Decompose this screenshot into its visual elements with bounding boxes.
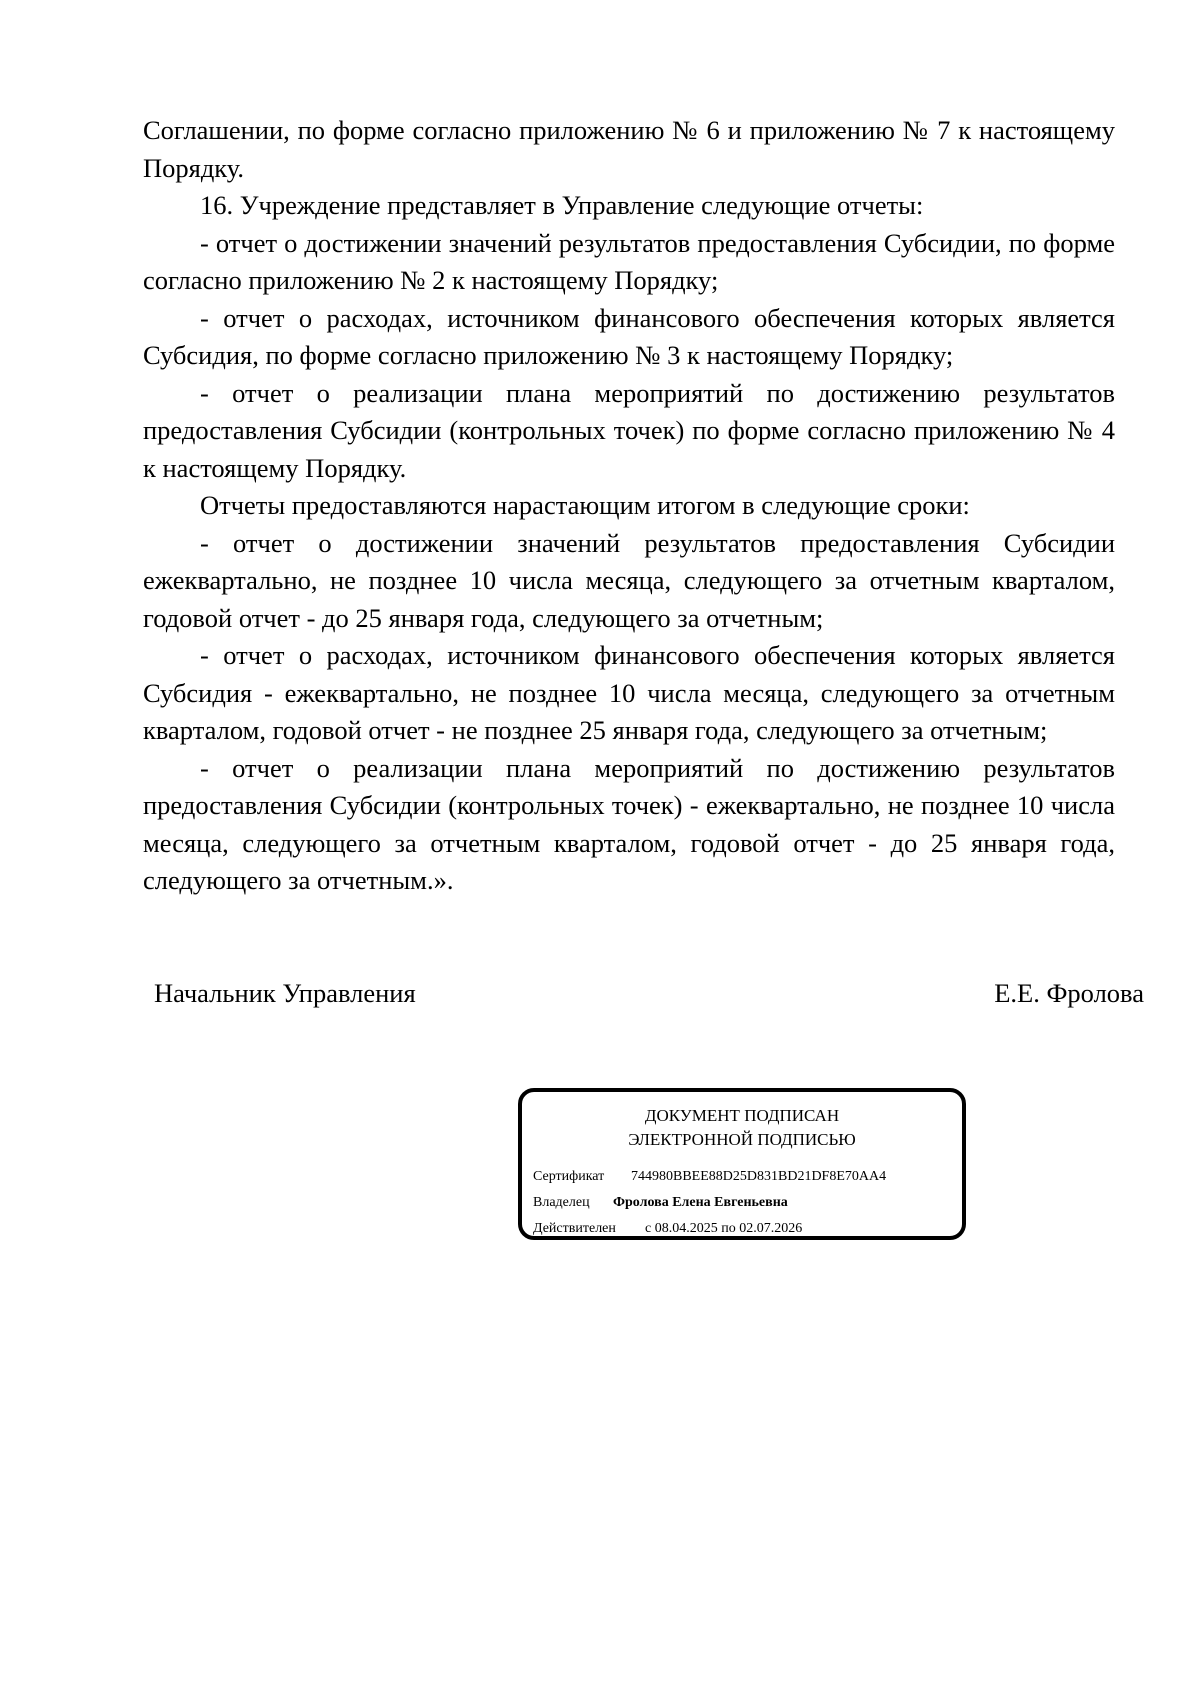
electronic-signature-stamp bbox=[518, 1088, 966, 1240]
document-body bbox=[143, 112, 1115, 900]
paragraph-deadline-expenses: - отчет о расходах, источником финансового обеспечения которых является Субсидия - ежеквартально, не позднее 10 числа месяца, следующего за отчетным кварталом, годовой отчет - не позднее 25 января года, следующего за отчетным; bbox=[143, 640, 1115, 745]
stamp-title-line2: ЭЛЕКТРОННОЙ ПОДПИСЬЮ bbox=[628, 1130, 856, 1149]
paragraph-report-plan: - отчет о реализации плана мероприятий по достижению результатов предоставления Субсидии (контрольных точек) по форме согласно приложению № 4 к настоящему Порядку. bbox=[143, 377, 1115, 483]
signatory-name: Е.Е. Фролова bbox=[994, 978, 1144, 1008]
stamp-owner-row bbox=[533, 1193, 788, 1213]
stamp-title-line1: ДОКУМЕНТ ПОДПИСАН bbox=[644, 1106, 840, 1125]
paragraph-deadline-results: - отчет о достижении значений результатов предоставления Субсидии ежеквартально, не позднее 10 числа месяца, следующего за отчетным кварталом, годовой отчет - до 25 января года, следующего за отчетным; bbox=[143, 527, 1115, 633]
stamp-validity-row bbox=[533, 1219, 802, 1239]
paragraph-item-16: 16. Учреждение представляет в Управление следующие отчеты: bbox=[200, 190, 924, 220]
stamp-certificate-row bbox=[533, 1167, 886, 1187]
validity-value: с 08.04.2025 по 02.07.2026 bbox=[645, 1221, 803, 1236]
paragraph-report-results: - отчет о достижении значений результатов предоставления Субсидии, по форме согласно приложению № 2 к настоящему Порядку; bbox=[143, 227, 1115, 295]
paragraph-deadline-plan: - отчет о реализации плана мероприятий по достижению результатов предоставления Субсидии (контрольных точек) - ежеквартально, не позднее 10 числа месяца, следующего за отчетным кварталом, годовой отчет - до 25 января года, следующего за отчетным.». bbox=[143, 752, 1115, 895]
certificate-label: Сертификат bbox=[533, 1169, 605, 1184]
owner-value: Фролова Елена Евгеньевна bbox=[613, 1195, 788, 1210]
paragraph-deadlines-intro: Отчеты предоставляются нарастающим итогом в следующие сроки: bbox=[200, 490, 970, 520]
paragraph-agreement-tail: Соглашении, по форме согласно приложению № 6 и приложению № 7 к настоящему Порядку. bbox=[143, 115, 1115, 183]
certificate-value: 744980BBEE88D25D831BD21DF8E70AA4 bbox=[631, 1169, 887, 1184]
stamp-title bbox=[522, 1104, 962, 1152]
signatory-position: Начальник Управления bbox=[154, 978, 416, 1008]
validity-label: Действителен bbox=[533, 1221, 616, 1236]
owner-label: Владелец bbox=[533, 1195, 590, 1210]
signature-block bbox=[154, 975, 1144, 1012]
paragraph-report-expenses: - отчет о расходах, источником финансового обеспечения которых является Субсидия, по форме согласно приложению № 3 к настоящему Порядку; bbox=[143, 302, 1115, 370]
